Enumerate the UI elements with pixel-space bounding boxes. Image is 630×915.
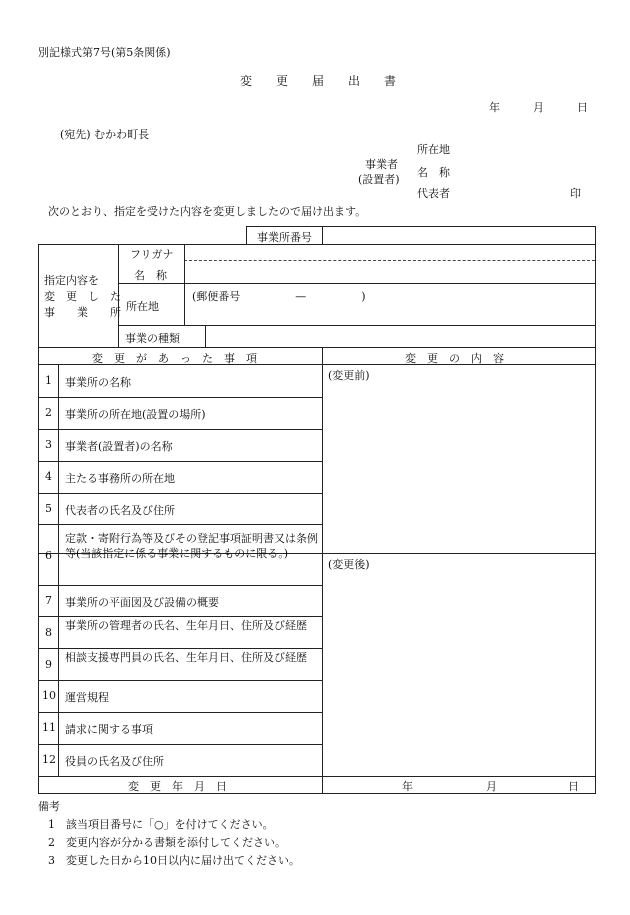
change-date-label: 変 更 年 月 日 [128, 780, 227, 793]
business-type-field[interactable] [206, 326, 594, 346]
office-number-field[interactable] [323, 227, 594, 243]
item-number: 3 [45, 438, 52, 451]
item-text: 事業所の管理者の氏名、生年月日、住所及び経歴 [65, 619, 307, 632]
changes-contents-header: 変 更 の 内 容 [405, 352, 504, 365]
after-content-field[interactable] [323, 570, 594, 775]
office-address-label: 所在地 [126, 300, 159, 313]
item-number: 1 [45, 374, 52, 387]
office-group-label-1: 指定内容を [44, 274, 99, 287]
furigana-label: フリガナ [130, 248, 174, 261]
change-date-field[interactable] [323, 777, 594, 792]
item-number: 8 [45, 626, 52, 639]
seal-mark: 印 [570, 187, 581, 200]
item-number: 2 [45, 406, 52, 419]
office-group-label-3: 事 業 所 [44, 306, 121, 319]
office-name-field[interactable] [185, 261, 594, 282]
postal-code-line: (郵便番号 — ) [192, 290, 366, 303]
item-number: 4 [45, 470, 52, 483]
table-row[interactable] [39, 365, 321, 397]
changes-items-header: 変 更 が あ っ た 事 項 [92, 352, 257, 365]
change-date-month: 月 [486, 780, 497, 793]
item-number: 11 [42, 721, 56, 734]
item-text: 定款・寄附行為等及びその登記事項証明書又は条例等(当該指定に係る事業に関するものに限る。) [65, 532, 318, 560]
item-text: 役員の氏名及び住所 [65, 755, 164, 768]
item-number: 5 [45, 502, 52, 515]
item-text: 請求に関する事項 [65, 723, 153, 736]
date-line: 年 月 日 [489, 101, 588, 114]
addressee: (宛先) むかわ町長 [60, 128, 150, 141]
item-number: 9 [45, 658, 52, 671]
after-label: (変更後) [328, 558, 370, 571]
office-number-label: 事業所番号 [257, 231, 312, 244]
document-title: 変 更 届 出 書 [240, 74, 397, 88]
table-row[interactable] [39, 525, 321, 585]
office-name-label: 名 称 [134, 269, 167, 282]
note-item: 3 変更した日から10日以内に届け出てください。 [48, 854, 300, 867]
before-label: (変更前) [328, 369, 370, 382]
office-address-field[interactable] [185, 302, 594, 324]
table-row[interactable] [39, 617, 321, 648]
item-text: 事業所の平面図及び設備の概要 [65, 596, 219, 609]
change-date-day: 日 [568, 780, 579, 793]
form-label: 別記様式第7号(第5条関係) [38, 46, 171, 59]
item-text: 事業所の所在地(設置の場所) [65, 408, 206, 421]
item-text: 相談支援専門員の氏名、生年月日、住所及び経歴 [65, 651, 307, 664]
item-number: 10 [42, 689, 56, 702]
table-row[interactable] [39, 745, 321, 776]
operator-label: 事業者 [365, 158, 398, 171]
table-row[interactable] [39, 713, 321, 744]
item-text: 主たる事務所の所在地 [65, 472, 175, 485]
table-row[interactable] [39, 462, 321, 493]
furigana-field[interactable] [185, 245, 594, 259]
item-text: 事業者(設置者)の名称 [65, 440, 173, 453]
table-row[interactable] [39, 494, 321, 524]
item-text: 運営規程 [65, 691, 109, 704]
representative-label: 代表者 [417, 187, 450, 200]
name-label: 名 称 [417, 166, 450, 179]
item-number: 7 [45, 594, 52, 607]
table-row[interactable] [39, 649, 321, 680]
item-text: 事業所の名称 [65, 376, 131, 389]
table-row[interactable] [39, 430, 321, 461]
note-item: 1 該当項目番号に「○」を付けてください。 [48, 818, 274, 831]
note-item: 2 変更内容が分かる書類を添付してください。 [48, 836, 286, 849]
item-number: 12 [42, 753, 56, 766]
table-row[interactable] [39, 586, 321, 616]
intro-text: 次のとおり、指定を受けた内容を変更しましたので届け出ます。 [48, 205, 367, 218]
table-row[interactable] [39, 398, 321, 429]
item-text: 代表者の氏名及び住所 [65, 504, 175, 517]
business-type-label: 事業の種類 [125, 332, 180, 345]
office-group-label-2: 変 更 し た [44, 290, 121, 303]
before-content-field[interactable] [323, 380, 594, 552]
item-number: 6 [45, 549, 52, 562]
table-row[interactable] [39, 681, 321, 712]
location-label: 所在地 [417, 143, 450, 156]
notes-heading: 備考 [38, 800, 60, 813]
operator-label-sub: (設置者) [358, 173, 400, 186]
change-date-year: 年 [402, 780, 413, 793]
